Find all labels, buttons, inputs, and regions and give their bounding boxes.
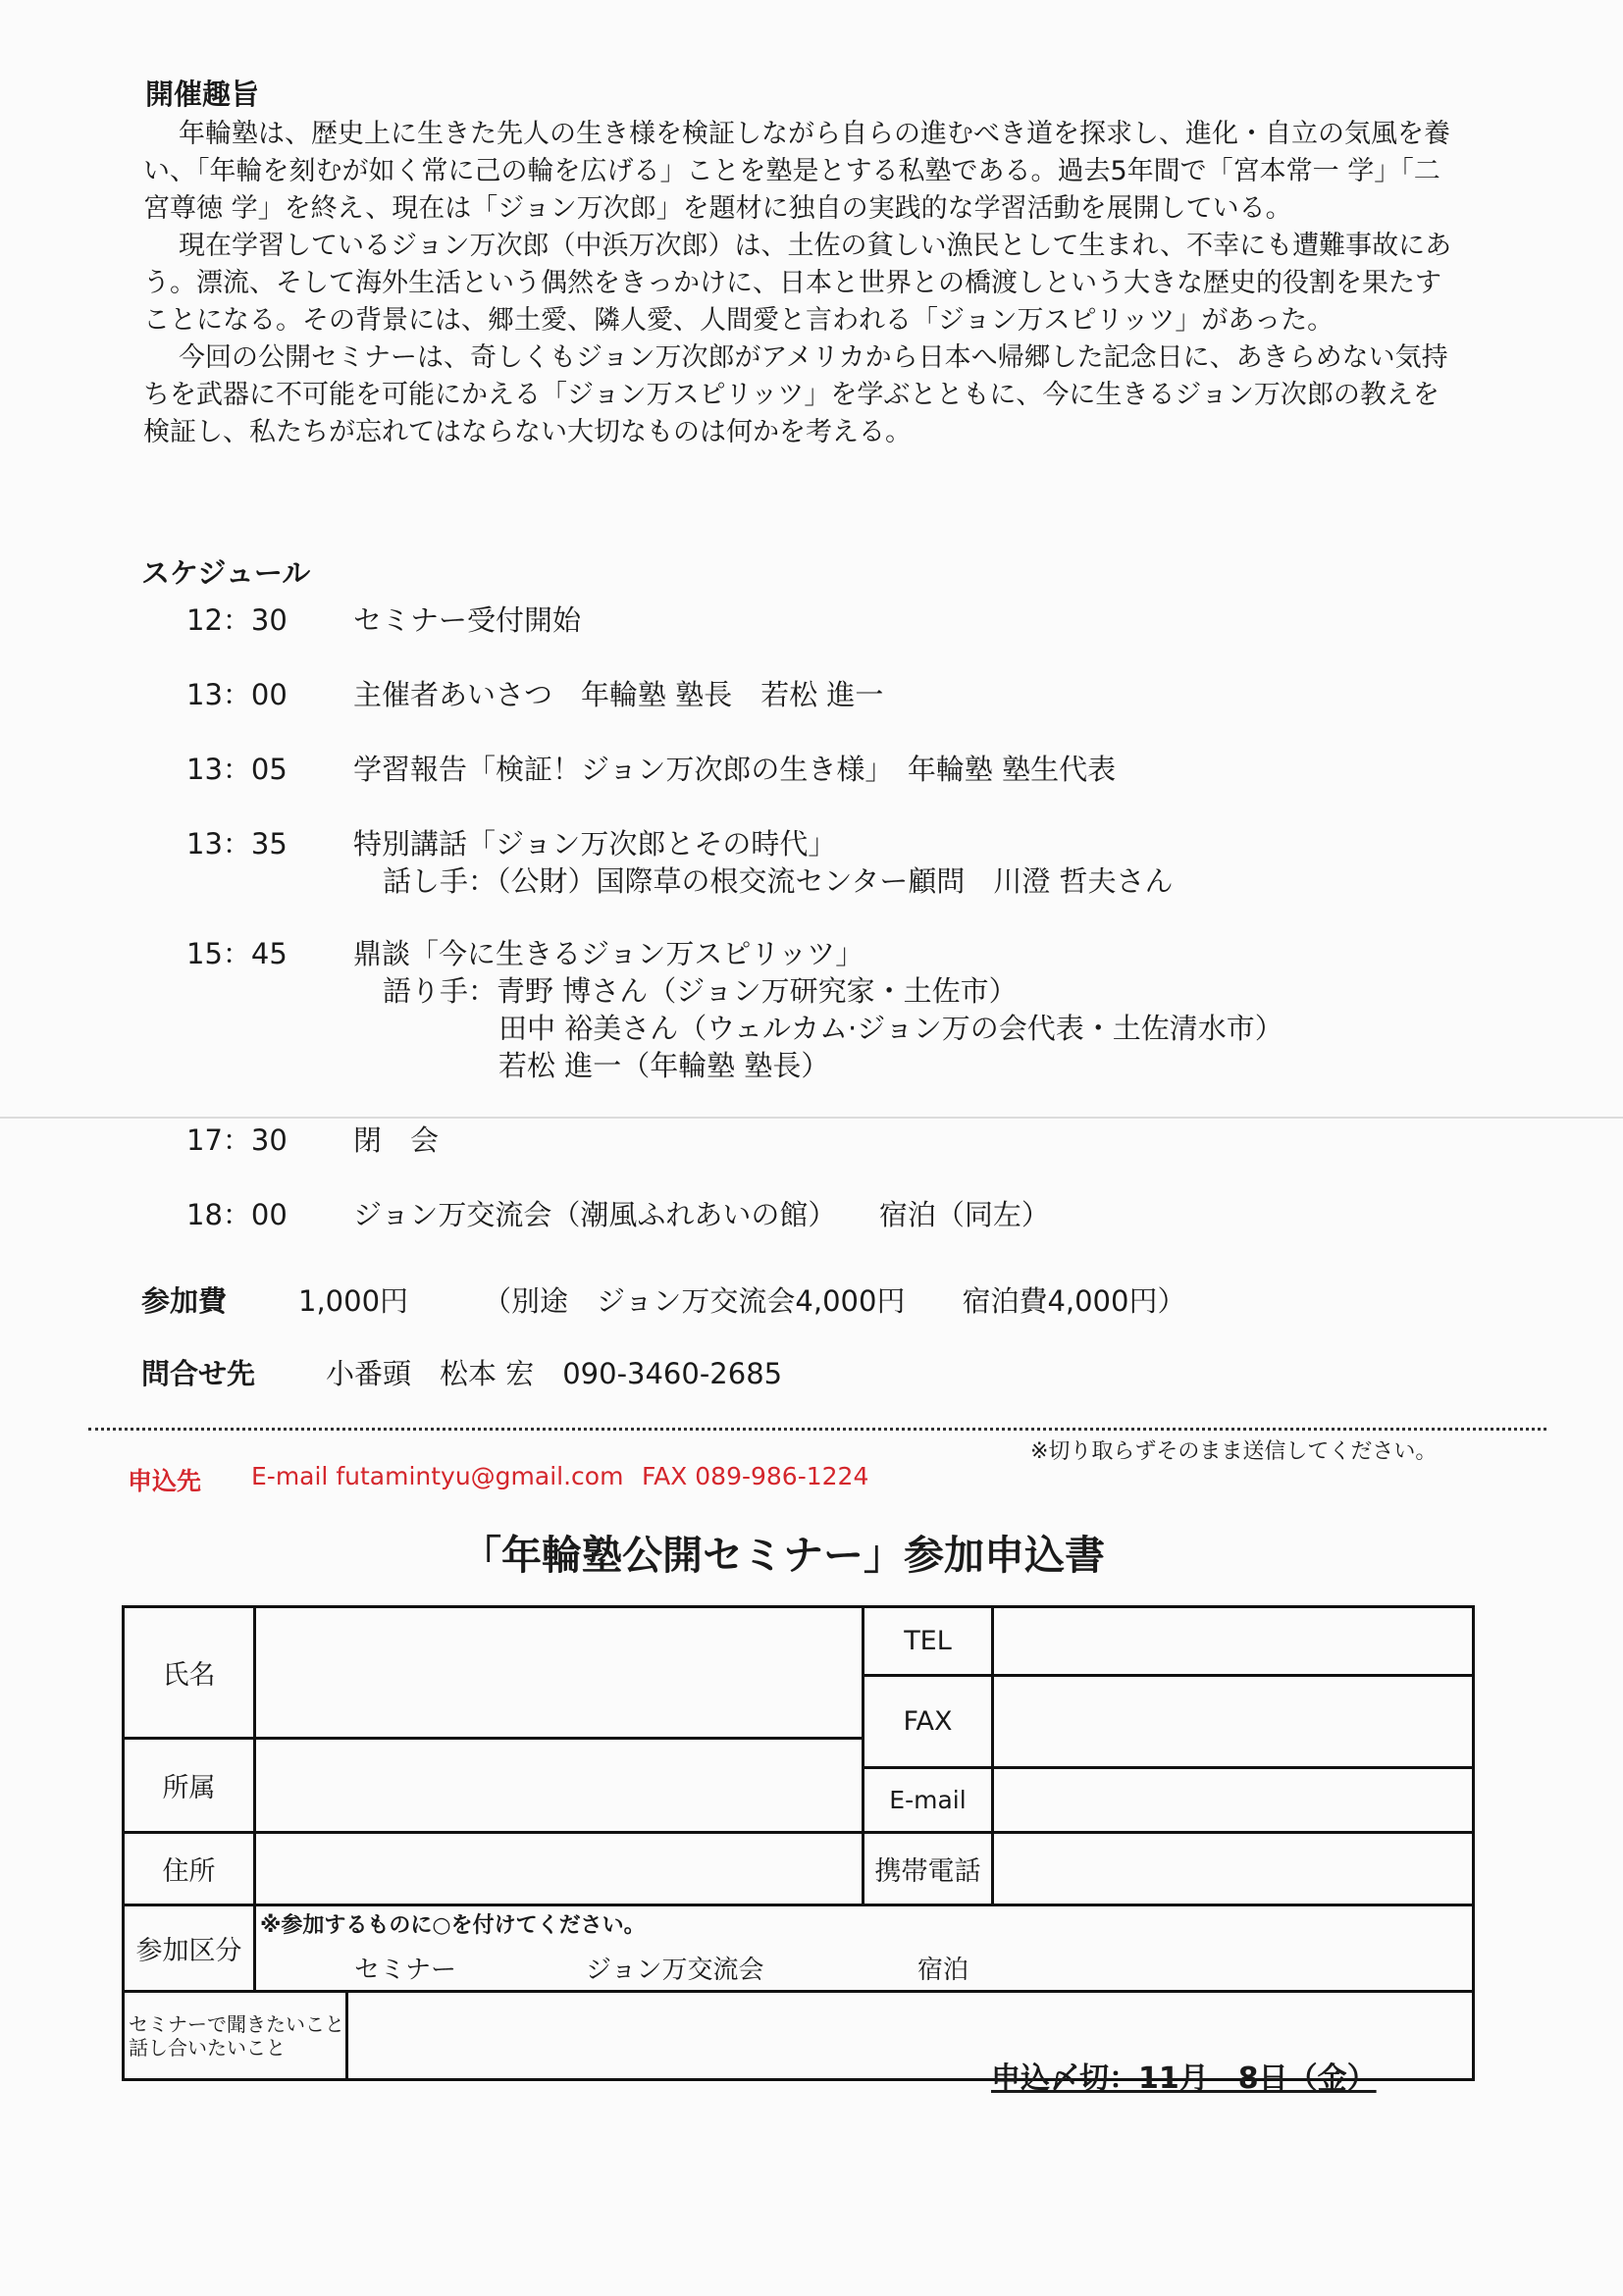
fee-note: （別途 ジョン万交流会4,000円 宿泊費4,000円） [483, 1284, 1186, 1318]
purpose-paragraph: 今回の公開セミナーは、奇しくもジョン万次郎がアメリカから日本へ帰郷した記念日に、あきらめない気持ちを武器に不可能を可能にかえる「ジョン万スピリッツ」を学ぶとともに、今に生きるジョン万次郎の教えを検証し、私たちが忘れてはならない大切なものは何かを考える。 [143, 342, 1448, 447]
apply-email[interactable]: E-mail futamintyu@gmail.com [251, 1462, 624, 1490]
mobile-label: 携帯電話 [864, 1833, 993, 1905]
mobile-field[interactable] [993, 1833, 1474, 1905]
tel-field[interactable] [993, 1607, 1474, 1676]
purpose-paragraph: 現在学習しているジョン万次郎（中浜万次郎）は、土佐の貧しい漁民として生まれ、不幸にも遭難事故にあう。漂流、そして海外生活という偶然をきっかけに、日本と世界との橋渡しという大きな歴史的役割を果たすことになる。その背景には、郷土愛、隣人愛、人間愛と言われる「ジョン万スピリッツ」があった。 [143, 231, 1452, 336]
category-note: ※参加するものに○を付けてください。 [260, 1913, 646, 1938]
cut-line [88, 1428, 1546, 1431]
schedule-heading: スケジュール [141, 556, 311, 590]
schedule-time: 13：05 [186, 753, 288, 786]
application-form [122, 1605, 1475, 2081]
form-title: 「年輪塾公開セミナー」参加申込書 [461, 1532, 1105, 1579]
name-field[interactable] [255, 1607, 864, 1739]
schedule-subtext: 田中 裕美さん（ウェルカム·ジョン万の会代表・土佐清水市） [498, 1012, 1283, 1045]
fax-field[interactable] [993, 1676, 1474, 1768]
option-seminar[interactable]: セミナー [354, 1956, 457, 1985]
address-label: 住所 [124, 1833, 255, 1905]
tel-label: TEL [864, 1607, 993, 1676]
purpose-body [143, 116, 1458, 451]
category-field [255, 1905, 1474, 1992]
cut-note: ※切り取らずそのまま送信してください。 [1030, 1439, 1438, 1464]
schedule-text: 特別講話「ジョン万次郎とその時代」 [353, 827, 837, 861]
schedule-time: 17：30 [186, 1123, 288, 1157]
apply-label: 申込先 [128, 1467, 202, 1495]
category-label: 参加区分 [124, 1905, 255, 1992]
fee-amount: 1,000円 [298, 1284, 409, 1318]
address-field[interactable] [255, 1833, 864, 1905]
schedule-subtext: 若松 進一（年輪塾 塾長） [498, 1049, 830, 1082]
affiliation-field[interactable] [255, 1739, 864, 1833]
contact-label: 問合せ先 [141, 1357, 256, 1390]
schedule-time: 13：35 [186, 827, 288, 861]
questions-label [124, 1992, 347, 2080]
schedule-subtext: 話し手：（公財）国際草の根交流センター顧問 川澄 哲夫さん [383, 864, 1174, 898]
fax-label: FAX [864, 1676, 993, 1768]
deadline: 申込〆切：11月 8日（金） [991, 2061, 1377, 2096]
questions-label-line: 話し合いたいこと [129, 2035, 286, 2060]
option-exchange-party[interactable]: ジョン万交流会 [586, 1956, 764, 1985]
schedule-text: 学習報告「検証！ジョン万次郎の生き様」 年輪塾 塾生代表 [353, 753, 1117, 786]
apply-fax: FAX 089-986-1224 [642, 1462, 869, 1490]
purpose-paragraph: 年輪塾は、歴史上に生きた先人の生き様を検証しながら自らの進むべき道を探求し、進化・自立の気風を養い、「年輪を刻むが如く常に己の輪を広げる」ことを塾是とする私塾である。過去5年間で「宮本常一 学」「二宮尊徳 学」を終え、現在は「ジョン万次郎」を題材に独自の実践的な学習活動を展開している。 [143, 119, 1450, 224]
email-label: E-mail [864, 1768, 993, 1833]
purpose-heading: 開催趣旨 [145, 78, 260, 111]
contact-value: 小番頭 松本 宏 090-3460-2685 [326, 1357, 783, 1390]
questions-label-line: セミナーで聞きたいこと [129, 2011, 344, 2036]
schedule-time: 12：30 [186, 603, 288, 637]
fold-line [0, 1117, 1623, 1119]
fee-label: 参加費 [141, 1284, 228, 1318]
name-label: 氏名 [124, 1607, 255, 1739]
affiliation-label: 所属 [124, 1739, 255, 1833]
schedule-subtext: 語り手：青野 博さん（ジョン万研究家・土佐市） [383, 974, 1018, 1008]
schedule-time: 15：45 [186, 937, 288, 970]
schedule-time: 18：00 [186, 1198, 288, 1231]
schedule-text: 主催者あいさつ 年輪塾 塾長 若松 進一 [353, 678, 884, 711]
schedule-time: 13：00 [186, 678, 288, 711]
option-lodging[interactable]: 宿泊 [917, 1956, 969, 1985]
schedule-text: セミナー受付開始 [353, 603, 582, 637]
schedule-text: 閉 会 [353, 1123, 440, 1157]
email-field[interactable] [993, 1768, 1474, 1833]
schedule-text: ジョン万交流会（潮風ふれあいの館） 宿泊（同左） [353, 1198, 1050, 1231]
schedule-text: 鼎談「今に生きるジョン万スピリッツ」 [353, 937, 864, 970]
